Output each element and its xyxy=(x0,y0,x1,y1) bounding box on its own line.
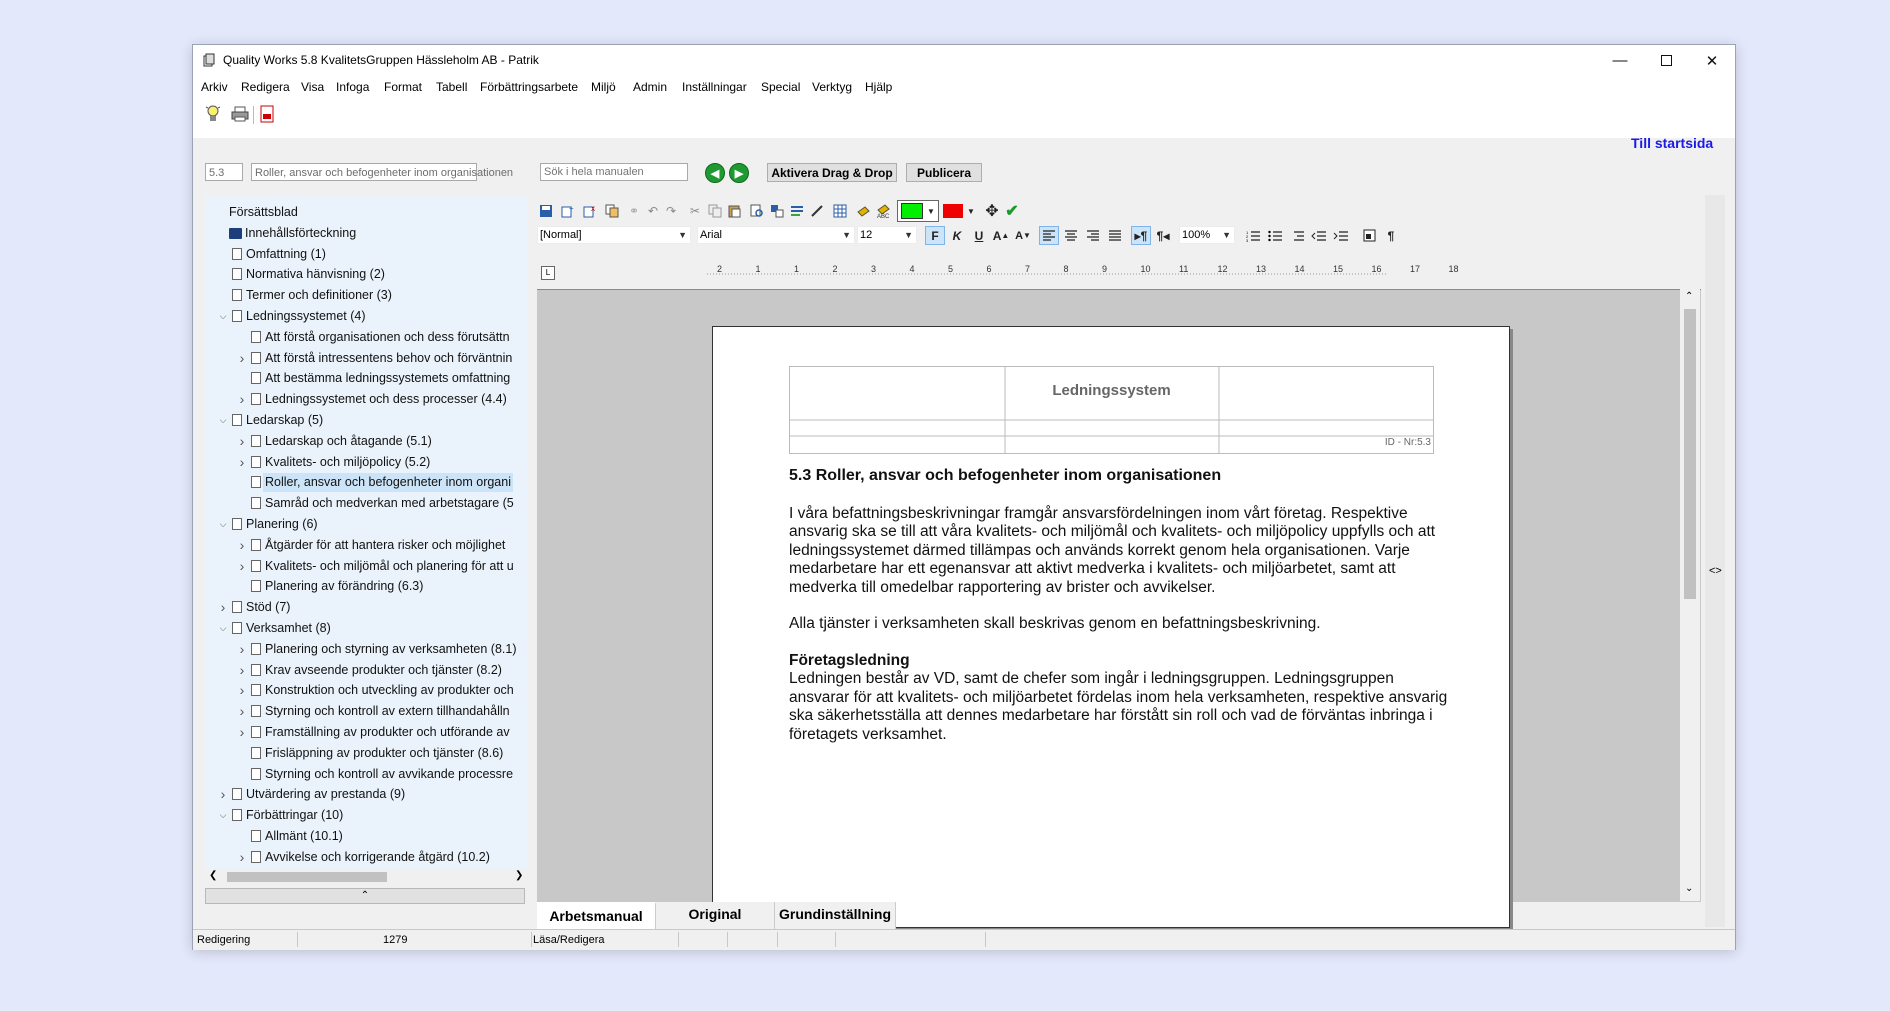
tree-node[interactable] xyxy=(205,224,527,243)
ruler-number: 6 xyxy=(986,264,992,274)
increase-indent-button[interactable] xyxy=(1331,226,1351,245)
align-left-button[interactable] xyxy=(1039,226,1059,245)
tree-node-label: Försättsblad xyxy=(229,205,298,219)
paragraph-job-descriptions: Alla tjänster i verksamheten skall beskrivas genom en befattningsbeskrivning. xyxy=(789,615,1321,632)
dropdown-arrow-icon: ▼ xyxy=(927,206,935,216)
document-editor[interactable] xyxy=(537,289,1701,902)
grow-font-button[interactable] xyxy=(991,226,1011,245)
scroll-thumb[interactable] xyxy=(1684,309,1696,599)
status-divider xyxy=(297,932,298,947)
ruler-number: 9 xyxy=(1102,264,1108,274)
tab-original[interactable]: Original xyxy=(656,902,775,929)
minimize-button[interactable] xyxy=(1597,45,1643,76)
page-layout-button[interactable] xyxy=(1359,226,1379,245)
scroll-down-icon[interactable]: ⌄ xyxy=(1685,883,1694,894)
document-icon xyxy=(251,393,261,405)
svg-text:ABC: ABC xyxy=(877,214,890,220)
document-icon xyxy=(251,830,261,842)
tree-node-label: Planering och styrning av verksamheten (8.1) xyxy=(265,641,517,656)
tree-node[interactable] xyxy=(205,536,527,555)
tree-node[interactable] xyxy=(205,411,527,430)
bullet-list-icon xyxy=(1268,230,1282,242)
underline-button[interactable]: U xyxy=(974,228,984,243)
tree-node[interactable] xyxy=(205,681,527,700)
search-input[interactable] xyxy=(540,163,688,181)
chevron-right-icon[interactable]: › xyxy=(220,786,226,803)
svg-text:2: 2 xyxy=(1246,233,1249,239)
chevron-up-icon: ⌃ xyxy=(360,890,370,901)
menu-miljo[interactable]: Miljö xyxy=(591,80,616,94)
collapse-panel-bar[interactable] xyxy=(205,888,525,904)
tree-node-label: Konstruktion och utveckling av produkter och xyxy=(265,683,514,698)
tree-node[interactable] xyxy=(205,702,527,721)
editor-vertical-scrollbar[interactable] xyxy=(1680,289,1700,901)
svg-text:+: + xyxy=(569,204,574,213)
tab-stop-icon[interactable]: L xyxy=(541,266,555,280)
decrease-indent-button[interactable] xyxy=(1309,226,1329,245)
align-right-icon xyxy=(1087,230,1099,241)
font-value: Arial xyxy=(700,229,723,241)
tree-node-label: Planering (6) xyxy=(246,517,318,531)
tree-node[interactable] xyxy=(205,619,527,638)
tab-arbetsmanual[interactable]: Arbetsmanual xyxy=(537,902,656,931)
ruler-number: 17 xyxy=(1410,264,1421,274)
zoom-select[interactable] xyxy=(1179,226,1235,244)
paragraph-management: Ledningen består av VD, samt de chefer som ingår i ledningsgruppen. Ledningsgruppen ansvarar för att kvalitets- och miljöarbetet fördelas inom hela verksamheten, respektive ansvarig ska säkerhetsställa att dennes medarbetare har förstått sin roll och vad de förväntas inbringa i företagets verksamhet. xyxy=(789,670,1448,743)
toolbar-divider xyxy=(253,106,254,124)
svg-text:x: x xyxy=(591,204,595,213)
chevron-right-icon[interactable]: › xyxy=(239,848,245,865)
menu-admin[interactable]: Admin xyxy=(633,80,668,94)
rtl-button[interactable] xyxy=(1153,226,1173,245)
tree-node[interactable] xyxy=(205,744,527,763)
document-icon xyxy=(251,747,261,759)
save-icon[interactable] xyxy=(537,202,555,220)
tree-node-label: Omfattning (1) xyxy=(246,246,326,261)
minimize-icon: — xyxy=(1612,52,1628,69)
ruler-number: 16 xyxy=(1371,264,1382,274)
font-size-value: 12 xyxy=(860,229,873,241)
ruler-number: 1 xyxy=(794,264,800,274)
document-icon xyxy=(251,435,261,447)
tree-node[interactable] xyxy=(205,328,527,347)
tree-node-label: Allmänt (10.1) xyxy=(265,829,343,843)
tree-node[interactable] xyxy=(205,827,527,846)
book-icon xyxy=(229,228,242,239)
chevron-right-icon[interactable]: › xyxy=(239,557,245,574)
main-toolbar xyxy=(193,98,1735,138)
status-access: Läsa/Redigera xyxy=(533,934,605,946)
pdf-icon[interactable] xyxy=(259,105,275,123)
dropdown-arrow-icon: ▼ xyxy=(904,230,913,240)
ruler-number: 11 xyxy=(1179,264,1189,274)
tree-node-label: Framställning av produkter och utförande av xyxy=(265,725,510,739)
tab-grundinstallning[interactable]: Grundinställning xyxy=(775,902,896,929)
menu-infoga[interactable]: Infoga xyxy=(336,80,370,94)
pilcrow-icon: ¶ xyxy=(1387,228,1395,243)
close-button[interactable] xyxy=(1689,45,1735,76)
menu-hjalp[interactable]: Hjälp xyxy=(865,80,893,94)
align-left-icon xyxy=(1043,230,1055,241)
menu-visa[interactable]: Visa xyxy=(301,80,325,94)
paragraph-responsibility: I våra befattningsbeskrivningar framgår ansvarsfördelningen inom vårt företag. Respektive ansvarig ska se till att våra kvalitets- och miljömål och kvalitets- och miljöpolicy uppfylls och att ledningssystemet därmed tillämpas och används korrekt genom hela organisationen. Varje medarbetare har ett egenansvar att aktivt medverka i kvalitets- och miljöarbetet, samt att medverka till omedelbar rapportering av brister och avvikelser. xyxy=(789,504,1436,596)
undo-icon[interactable]: ↶ xyxy=(647,204,659,218)
ruler-scale xyxy=(707,264,1459,282)
document-icon xyxy=(232,622,242,634)
scroll-right-icon[interactable]: ❯ xyxy=(515,870,524,881)
chevron-right-icon[interactable]: › xyxy=(220,599,226,616)
tree-node-label: Ledarskap (5) xyxy=(246,413,324,427)
tree-node-label: Åtgärder för att hantera risker och möjlighet xyxy=(265,537,506,552)
document-icon xyxy=(232,268,242,280)
tree-node-label: Stöd (7) xyxy=(246,600,291,615)
tree-node-label: Förbättringar (10) xyxy=(246,808,344,823)
document-icon xyxy=(251,705,261,717)
ruler-number: 2 xyxy=(717,264,723,274)
drag-drop-button[interactable]: Aktivera Drag & Drop xyxy=(767,163,897,182)
shrink-font-button[interactable] xyxy=(1013,226,1033,245)
chevron-right-icon[interactable]: › xyxy=(239,724,245,740)
tree-horizontal-scrollbar[interactable] xyxy=(205,869,527,885)
tree-node[interactable] xyxy=(205,369,527,388)
back-button[interactable] xyxy=(705,163,725,183)
tree-node[interactable] xyxy=(205,307,527,326)
tree-node-label: Roller, ansvar och befogenheter inom organi xyxy=(263,473,513,492)
arrow-left-icon: ◀ xyxy=(710,167,720,180)
document-icon xyxy=(251,539,261,551)
ruler-number: 2 xyxy=(832,264,838,274)
document-icon xyxy=(251,352,261,364)
menu-tabell[interactable]: Tabell xyxy=(436,80,468,94)
status-divider xyxy=(835,932,836,947)
header-id: ID - Nr:5.3 xyxy=(1384,437,1431,448)
scroll-left-icon[interactable]: ❮ xyxy=(209,870,218,881)
checkmark-icon[interactable]: ✔ xyxy=(1005,203,1019,220)
tree-node-label: Krav avseende produkter och tjänster (8.2) xyxy=(265,662,502,677)
style-select[interactable] xyxy=(537,226,691,244)
tree-node[interactable] xyxy=(205,432,527,451)
table-icon[interactable] xyxy=(831,202,849,220)
chevron-down-icon[interactable]: ⌵ xyxy=(219,623,227,633)
font-select[interactable] xyxy=(697,226,855,244)
tree-node-label: Avvikelse och korrigerande åtgärd (10.2) xyxy=(265,849,490,864)
style-value: [Normal] xyxy=(540,229,582,241)
replace-icon[interactable] xyxy=(769,202,785,220)
tree-node-label: Ledarskap och åtagande (5.1) xyxy=(265,433,432,448)
tree-node-label: Styrning och kontroll av extern tillhandahålln xyxy=(265,704,510,719)
status-count: 1279 xyxy=(383,934,408,946)
tree-node[interactable] xyxy=(205,390,527,409)
tree-node-label: Utvärdering av prestanda (9) xyxy=(246,787,406,802)
print-icon[interactable] xyxy=(231,106,249,122)
menu-forbattringsarbete[interactable]: Förbättringsarbete xyxy=(480,80,579,94)
cut-icon[interactable]: ✂ xyxy=(689,204,701,218)
ruler-number: 13 xyxy=(1256,264,1267,274)
chevron-down-icon[interactable]: ⌵ xyxy=(219,311,227,321)
show-formatting-button[interactable] xyxy=(1381,226,1401,245)
copy-section-icon[interactable] xyxy=(603,202,621,220)
tree-node[interactable] xyxy=(205,640,527,659)
manual-tree xyxy=(205,195,527,869)
arrow-right-icon: ▶ xyxy=(734,167,744,180)
tree-node-label: Att förstå organisationen och dess förutsättn xyxy=(265,329,510,344)
justify-button[interactable] xyxy=(1105,226,1125,245)
menu-arkiv[interactable]: Arkiv xyxy=(201,80,228,94)
document-icon xyxy=(232,788,242,800)
highlight-swatch xyxy=(901,203,923,219)
paste-icon[interactable] xyxy=(727,202,743,220)
align-center-button[interactable] xyxy=(1061,226,1081,245)
document-body[interactable] xyxy=(789,467,1449,744)
link-icon[interactable]: ⚭ xyxy=(628,204,640,218)
tree-node-label: Normativa hänvisning (2) xyxy=(246,267,385,282)
justify-icon xyxy=(1109,230,1121,241)
document-icon xyxy=(251,331,261,343)
chevron-right-icon[interactable]: › xyxy=(239,391,245,408)
italic-button[interactable]: K xyxy=(952,228,962,243)
tree-node[interactable] xyxy=(205,494,527,513)
ltr-icon: ▸¶ xyxy=(1134,228,1148,243)
shrink-font-arrow-icon: ▼ xyxy=(1023,231,1031,240)
view-tabs xyxy=(537,902,937,929)
tree-node-label: Att bestämma ledningssystemets omfattning xyxy=(265,371,511,386)
tree-node-label: Innehållsförteckning xyxy=(245,225,357,240)
shrink-font-label: A xyxy=(1015,229,1024,242)
ruler-number: 10 xyxy=(1140,264,1151,274)
align-right-button[interactable] xyxy=(1083,226,1103,245)
redo-icon[interactable]: ↷ xyxy=(665,204,677,218)
menu-format[interactable]: Format xyxy=(384,80,423,94)
tree-node[interactable] xyxy=(205,245,527,264)
forward-button[interactable] xyxy=(729,163,749,183)
spell-abc-icon[interactable] xyxy=(875,202,893,220)
ruler-number: 1 xyxy=(755,264,761,274)
document-icon xyxy=(232,248,242,260)
document-icon xyxy=(232,809,242,821)
app-icon xyxy=(203,53,215,67)
tree-node[interactable] xyxy=(205,265,527,284)
highlight-color-picker[interactable] xyxy=(897,200,939,222)
svg-text:1: 1 xyxy=(1246,229,1249,235)
document-icon xyxy=(251,560,261,572)
tree-node-label: Samråd och medverkan med arbetstagare (5 xyxy=(265,496,514,511)
ruler-number: 18 xyxy=(1448,264,1459,274)
ruler-number: 12 xyxy=(1217,264,1228,274)
tree-node[interactable] xyxy=(205,598,527,617)
scroll-thumb[interactable] xyxy=(227,872,387,882)
pen-icon[interactable] xyxy=(809,202,825,220)
close-icon: ✕ xyxy=(1705,52,1719,70)
svg-text:3: 3 xyxy=(1246,237,1249,243)
startpage-link[interactable]: Till startsida xyxy=(1631,135,1714,151)
zoom-value: 100% xyxy=(1182,229,1211,241)
status-divider xyxy=(727,932,728,947)
lightbulb-icon[interactable] xyxy=(205,104,221,124)
tree-node[interactable] xyxy=(205,515,527,534)
numbered-list-icon xyxy=(1246,230,1260,242)
section-heading: 5.3 Roller, ansvar och befogenheter inom organisationen xyxy=(789,467,1222,484)
document-icon xyxy=(251,372,261,384)
tree-node[interactable] xyxy=(205,203,527,222)
menu-redigera[interactable]: Redigera xyxy=(241,80,290,94)
scroll-up-icon[interactable]: ⌃ xyxy=(1685,291,1694,302)
app-window xyxy=(192,44,1736,950)
tree-node[interactable] xyxy=(205,848,527,867)
numbered-list-button[interactable] xyxy=(1243,226,1263,245)
dropdown-arrow-icon: ▼ xyxy=(967,206,975,216)
document-icon xyxy=(232,414,242,426)
document-icon xyxy=(251,497,261,509)
indent-icon xyxy=(1334,230,1348,242)
tree-node-label: Styrning och kontroll av avvikande processre xyxy=(265,766,514,781)
split-resize-icon[interactable]: <> xyxy=(1709,565,1722,577)
ltr-button[interactable] xyxy=(1131,226,1151,245)
tree-node-label: Att förstå intressentens behov och förväntnin xyxy=(265,350,513,365)
rtl-icon: ¶◂ xyxy=(1156,228,1170,243)
menu-bar xyxy=(193,76,1735,98)
outline-list-icon xyxy=(1290,230,1304,242)
header-title: Ledningssystem xyxy=(1052,382,1171,399)
section-title-field[interactable]: Roller, ansvar och befogenheter inom organisationen xyxy=(251,163,477,181)
chevron-right-icon[interactable]: › xyxy=(239,703,245,720)
tree-node[interactable] xyxy=(205,765,527,784)
tree-node[interactable] xyxy=(205,577,527,596)
find-icon[interactable] xyxy=(749,202,765,220)
title-bar xyxy=(193,45,1735,76)
document-icon xyxy=(251,664,261,676)
maximize-icon xyxy=(1661,55,1672,66)
chevron-right-icon[interactable]: › xyxy=(239,661,245,678)
menu-special[interactable]: Special xyxy=(761,80,801,94)
grow-font-label: A xyxy=(992,228,1002,243)
document-icon xyxy=(232,310,242,322)
tree-node[interactable] xyxy=(205,723,527,742)
tree-node-label: Frisläppning av produkter och tjänster (8.6) xyxy=(265,745,504,760)
outline-list-button[interactable] xyxy=(1287,226,1307,245)
chevron-down-icon[interactable]: ⌵ xyxy=(219,810,227,821)
font-color-swatch xyxy=(943,204,963,218)
dropdown-arrow-icon: ▼ xyxy=(1222,230,1231,240)
ruler-number: 14 xyxy=(1294,264,1305,274)
tree-node[interactable] xyxy=(205,453,527,472)
font-color-picker[interactable] xyxy=(941,202,977,220)
tree-node-label: Termer och definitioner (3) xyxy=(246,288,392,303)
tree-node-label: Ledningssystemet (4) xyxy=(246,309,366,323)
ruler-number: 5 xyxy=(948,264,954,274)
publish-button[interactable]: Publicera xyxy=(906,163,982,182)
document-icon xyxy=(251,580,261,592)
tree-node-label: Kvalitets- och miljöpolicy (5.2) xyxy=(265,454,431,469)
chevron-right-icon[interactable]: › xyxy=(239,640,245,657)
outer-vertical-scrollbar[interactable] xyxy=(1705,195,1725,927)
chevron-right-icon[interactable]: › xyxy=(239,682,245,699)
chevron-right-icon[interactable]: › xyxy=(239,536,245,553)
insert-section-icon[interactable] xyxy=(559,202,577,220)
tree-node-label: Ledningssystemet och dess processer (4.4) xyxy=(265,392,507,407)
tree-node-label: Verksamhet (8) xyxy=(246,621,331,635)
ruler-number: 15 xyxy=(1333,264,1344,274)
document-icon xyxy=(232,601,242,613)
document-icon xyxy=(251,851,261,863)
document-page[interactable] xyxy=(712,326,1510,928)
subheading-management: Företagsledning xyxy=(789,651,910,669)
chevron-right-icon[interactable]: › xyxy=(239,349,245,366)
document-icon xyxy=(251,768,261,780)
dropdown-arrow-icon: ▼ xyxy=(678,230,687,240)
tree-node[interactable] xyxy=(205,806,527,825)
dropdown-arrow-icon: ▼ xyxy=(842,230,851,240)
tree-node-label: Kvalitets- och miljömål och planering för att u xyxy=(265,558,514,573)
move-icon[interactable]: ✥ xyxy=(985,203,999,220)
document-icon xyxy=(251,684,261,696)
grow-font-arrow-icon: ▲ xyxy=(1001,231,1010,240)
window-title: Quality Works 5.8 KvalitetsGruppen Hässleholm AB - Patrik xyxy=(223,53,539,67)
ruler[interactable] xyxy=(537,262,1701,284)
status-divider xyxy=(985,932,986,947)
delete-section-icon[interactable] xyxy=(581,202,599,220)
tree-node[interactable] xyxy=(205,557,527,576)
bullet-list-button[interactable] xyxy=(1265,226,1285,245)
copy-icon[interactable] xyxy=(707,202,723,220)
status-divider xyxy=(777,932,778,947)
document-icon xyxy=(251,643,261,655)
status-divider xyxy=(678,932,679,947)
bold-button[interactable]: F xyxy=(925,226,945,245)
tree-node[interactable] xyxy=(205,286,527,305)
tree-node-label: Planering av förändring (6.3) xyxy=(265,579,424,594)
outdent-icon xyxy=(1312,230,1326,242)
tree-node[interactable] xyxy=(205,661,527,680)
chevron-right-icon[interactable]: › xyxy=(239,432,245,449)
ruler-number: 7 xyxy=(1025,264,1031,274)
status-bar xyxy=(193,929,1735,950)
tree-node[interactable] xyxy=(205,473,527,492)
section-number-field[interactable]: 5.3 xyxy=(205,163,243,181)
spellcheck-icon[interactable] xyxy=(789,202,805,220)
ruler-number: 4 xyxy=(909,264,915,274)
align-center-icon xyxy=(1065,230,1077,241)
font-size-select[interactable] xyxy=(857,226,917,244)
chevron-down-icon[interactable]: ⌵ xyxy=(219,519,227,529)
document-icon xyxy=(251,456,261,468)
chevron-down-icon[interactable]: ⌵ xyxy=(219,415,227,425)
document-icon xyxy=(232,518,242,530)
document-icon xyxy=(251,476,261,488)
status-divider xyxy=(531,932,532,947)
page-layout-icon xyxy=(1363,229,1376,242)
menu-installningar[interactable]: Inställningar xyxy=(682,80,747,94)
tree-node[interactable] xyxy=(205,349,527,368)
menu-verktyg[interactable]: Verktyg xyxy=(812,80,853,94)
ruler-number: 3 xyxy=(871,264,877,274)
document-icon xyxy=(251,726,261,738)
chevron-right-icon[interactable]: › xyxy=(239,453,245,470)
tree-node[interactable] xyxy=(205,785,527,804)
ruler-number: 8 xyxy=(1063,264,1069,274)
status-mode: Redigering xyxy=(197,934,251,946)
highlighter-icon[interactable] xyxy=(855,202,873,220)
maximize-button[interactable] xyxy=(1643,45,1689,76)
document-icon xyxy=(232,289,242,301)
